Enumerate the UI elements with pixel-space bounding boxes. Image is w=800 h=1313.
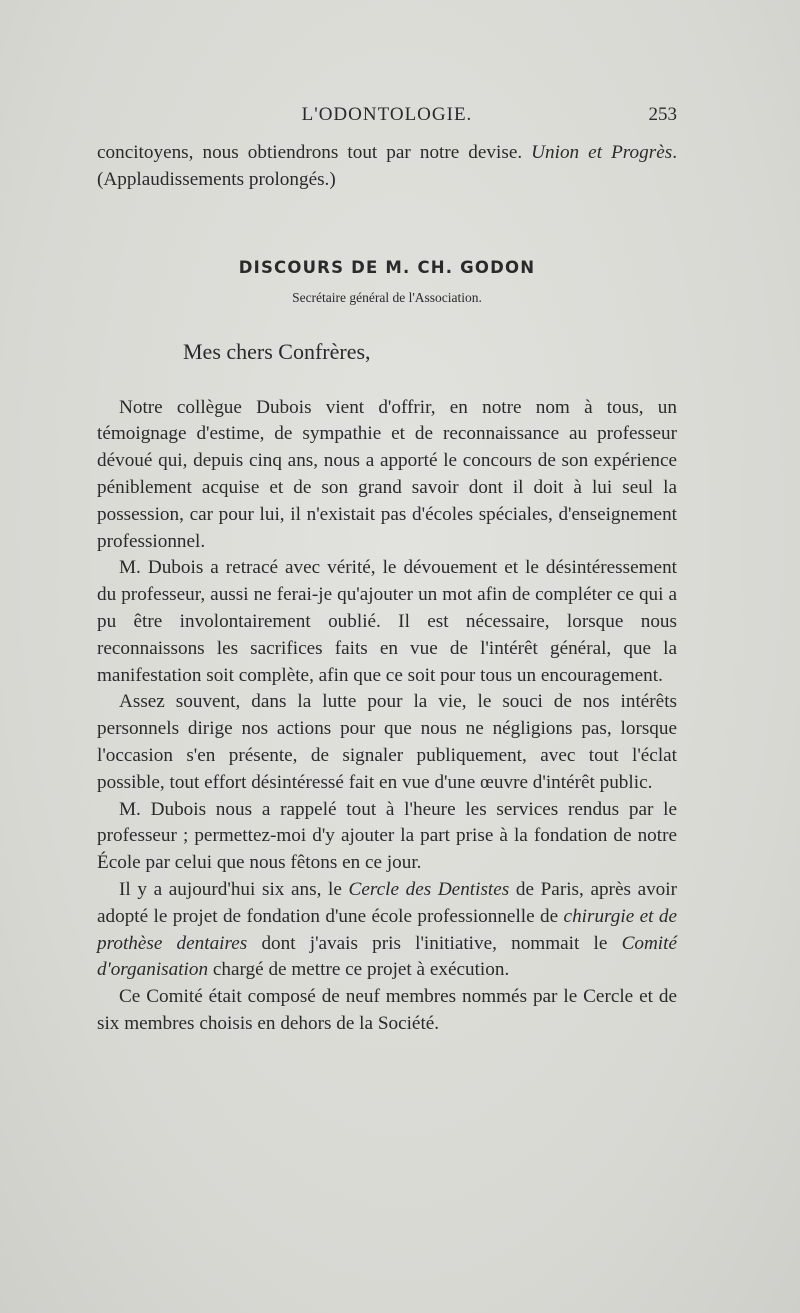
intro-text: concitoyens, nous obtiendrons tout par notre devise.: [97, 142, 532, 163]
paragraph-5-comite: Comité d'organisation: [97, 932, 677, 981]
paragraph-5: [97, 877, 677, 984]
paragraph-5-text-c: dont j'avais pris l'initiative, nommait le: [247, 932, 622, 954]
paragraph-5-text-b: de Paris, après avoir adopté le projet de fondation d'une école professionnelle de: [97, 878, 677, 927]
paragraph-5-text-a: Il y a aujourd'hui six ans, le: [119, 878, 349, 900]
paragraph-4: M. Dubois nous a rappelé tout à l'heure les services rendus par le professeur ; permettez-moi d'y ajouter la part prise à la fondation de notre École par celui que nous fêtons en ce jour.: [97, 798, 677, 874]
intro-applause: . (Applaudissements prolongés.): [97, 142, 677, 190]
paragraph-6: Ce Comité était composé de neuf membres nommés par le Cercle et de six membres choisis en dehors de la Société.: [97, 986, 677, 1034]
page-header: [97, 104, 677, 128]
body-text: [97, 140, 677, 1038]
paragraph-5-cercle: Cercle des Dentistes: [348, 878, 510, 900]
paragraph-5-text-d: chargé de mettre ce projet à exécution.: [208, 959, 510, 981]
paragraph-1: Notre collègue Dubois vient d'offrir, en notre nom à tous, un témoignage d'estime, de sympathie et de reconnaissance au professeur dévoué qui, depuis cinq ans, nous a apporté le concours de son expérience péniblement acquise et de son grand savoir dont il doit à lui seul la possession, car pour lui, il n'existait pas d'écoles spéciales, d'enseignement professionnel.: [97, 396, 677, 552]
salutation: Mes chers Confrères,: [183, 338, 371, 364]
speech-subtitle: Secrétaire général de l'Association.: [292, 289, 482, 305]
running-title: L'ODONTOLOGIE.: [301, 104, 473, 125]
intro-motto: Union et Progrès: [531, 142, 673, 163]
speech-title: DISCOURS DE M. CH. GODON: [238, 257, 536, 277]
intro-paragraph: [97, 140, 677, 194]
paragraph-2: M. Dubois a retracé avec vérité, le dévouement et le désintéressement du professeur, aussi ne ferai-je qu'ajouter un mot afin de compléter ce qui a pu être involontairement oublié. Il est nécessaire, lorsque nous reconnaissons les sacrifices faits en vue de l'intérêt général, que la manifestation soit complète, afin que ce soit pour tous un encouragement.: [97, 557, 677, 686]
page-number: 253: [648, 104, 677, 125]
paragraph-5-discipline: chirurgie et de prothèse dentaires: [97, 905, 677, 954]
paragraph-3: Assez souvent, dans la lutte pour la vie, le souci de nos intérêts personnels dirige nos actions pour que nous ne négligions pas, lorsque l'occasion s'en présente, de signaler publiquement, avec tout l'éclat possible, tout effort désintéressé fait en vue d'une œuvre d'intérêt public.: [97, 691, 677, 793]
